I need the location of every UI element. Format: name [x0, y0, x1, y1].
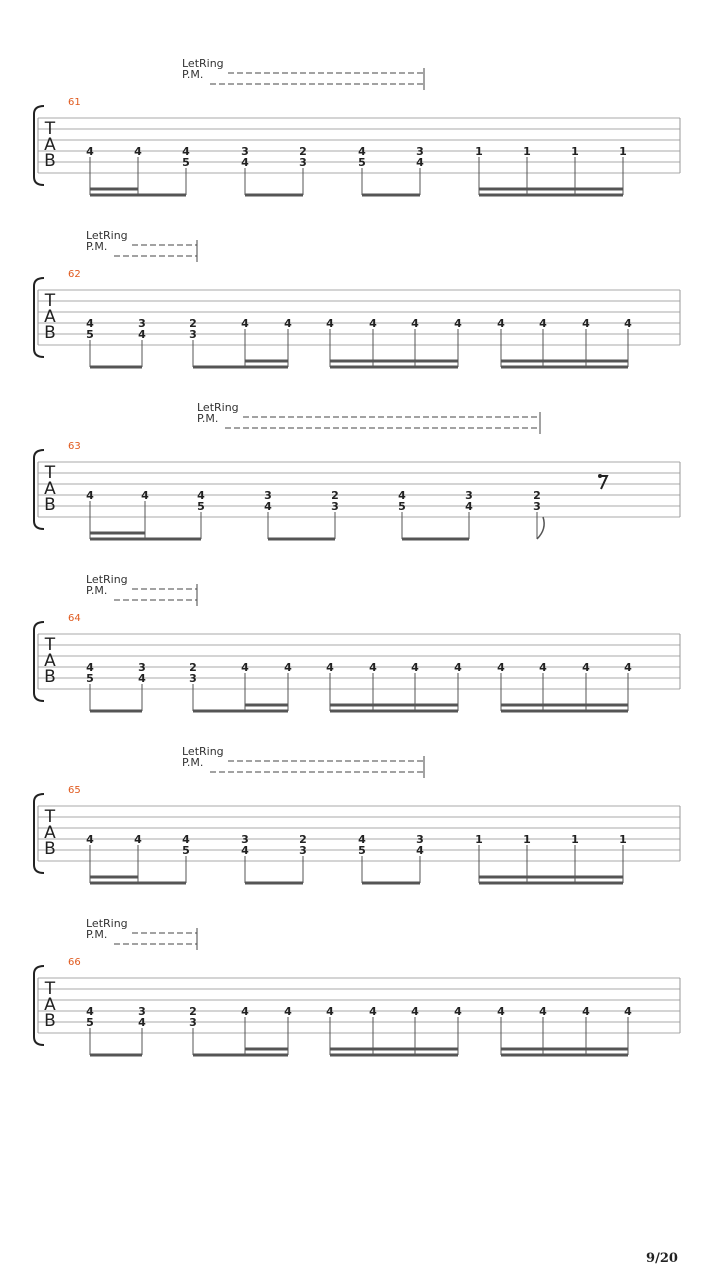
- tab-letter-a: A: [44, 479, 56, 499]
- fret-number: 4: [454, 1005, 462, 1018]
- fret-number: 4: [454, 661, 462, 674]
- fret-number: 4: [497, 1005, 505, 1018]
- fret-number: 3: [299, 844, 307, 857]
- fret-number: 4: [86, 833, 94, 846]
- let-ring-label: LetRing: [182, 745, 224, 758]
- fret-number: 3: [416, 145, 424, 158]
- fret-number: 1: [571, 833, 579, 846]
- fret-number: 4: [138, 672, 146, 685]
- eighth-rest-icon: [600, 476, 607, 489]
- fret-number: 1: [523, 833, 531, 846]
- fret-number: 4: [86, 317, 94, 330]
- let-ring-label: LetRing: [86, 229, 128, 242]
- let-ring-label: LetRing: [86, 917, 128, 930]
- fret-number: 3: [264, 489, 272, 502]
- tab-letter-b: B: [44, 839, 56, 859]
- tab-letter-t: T: [44, 979, 56, 999]
- tab-letter-a: A: [44, 651, 56, 671]
- tab-system-66: [34, 917, 680, 1055]
- fret-number: 3: [331, 500, 339, 513]
- fret-number: 4: [398, 489, 406, 502]
- fret-number: 4: [411, 1005, 419, 1018]
- tab-letter-b: B: [44, 495, 56, 515]
- notes: [86, 833, 627, 883]
- fret-number: 3: [189, 1016, 197, 1029]
- fret-number: 4: [241, 661, 249, 674]
- fret-number: 2: [299, 833, 307, 846]
- tab-system-64: [34, 573, 680, 711]
- tab-letter-t: T: [44, 119, 56, 139]
- technique-markings: [86, 229, 197, 262]
- tab-system-65: [34, 745, 680, 883]
- fret-number: 3: [138, 317, 146, 330]
- tab-letter-b: B: [44, 151, 56, 171]
- notes: [86, 317, 632, 367]
- technique-markings: [182, 745, 424, 778]
- fret-number: 1: [619, 833, 627, 846]
- fret-number: 4: [582, 661, 590, 674]
- tab-letter-t: T: [44, 635, 56, 655]
- fret-number: 4: [241, 156, 249, 169]
- fret-number: 4: [86, 145, 94, 158]
- fret-number: 4: [241, 844, 249, 857]
- fret-number: 3: [416, 833, 424, 846]
- fret-number: 4: [182, 145, 190, 158]
- palm-mute-label: P.M.: [86, 928, 108, 941]
- technique-markings: [86, 917, 197, 950]
- measure-number: 61: [68, 97, 81, 108]
- fret-number: 4: [369, 1005, 377, 1018]
- fret-number: 4: [284, 317, 292, 330]
- fret-number: 4: [497, 317, 505, 330]
- fret-number: 5: [358, 844, 366, 857]
- fret-number: 4: [197, 489, 205, 502]
- fret-number: 3: [533, 500, 541, 513]
- fret-number: 3: [241, 145, 249, 158]
- tab-system-61: [34, 57, 680, 195]
- fret-number: 2: [533, 489, 541, 502]
- fret-number: 5: [86, 672, 94, 685]
- notes: [86, 145, 627, 195]
- fret-number: 4: [539, 317, 547, 330]
- fret-number: 4: [416, 844, 424, 857]
- fret-number: 4: [497, 661, 505, 674]
- fret-number: 3: [189, 328, 197, 341]
- fret-number: 4: [369, 317, 377, 330]
- fret-number: 4: [326, 317, 334, 330]
- notes: [86, 661, 632, 711]
- tab-letter-b: B: [44, 1011, 56, 1031]
- fret-number: 4: [465, 500, 473, 513]
- fret-number: 2: [331, 489, 339, 502]
- fret-number: 4: [358, 833, 366, 846]
- tab-letter-a: A: [44, 135, 56, 155]
- fret-number: 5: [398, 500, 406, 513]
- measure-number: 64: [68, 613, 81, 624]
- tab-system-63: [34, 401, 680, 539]
- fret-number: 4: [134, 145, 142, 158]
- let-ring-label: LetRing: [197, 401, 239, 414]
- fret-number: 5: [86, 328, 94, 341]
- fret-number: 4: [411, 661, 419, 674]
- fret-number: 4: [624, 661, 632, 674]
- palm-mute-label: P.M.: [86, 240, 108, 253]
- fret-number: 1: [571, 145, 579, 158]
- fret-number: 4: [86, 1005, 94, 1018]
- fret-number: 2: [189, 661, 197, 674]
- tab-letter-a: A: [44, 307, 56, 327]
- fret-number: 5: [86, 1016, 94, 1029]
- technique-markings: [182, 57, 424, 90]
- tab-letter-t: T: [44, 807, 56, 827]
- fret-number: 4: [264, 500, 272, 513]
- measure-number: 66: [68, 957, 81, 968]
- fret-number: 3: [465, 489, 473, 502]
- fret-number: 5: [182, 156, 190, 169]
- fret-number: 4: [86, 489, 94, 502]
- let-ring-label: LetRing: [86, 573, 128, 586]
- notes: [86, 1005, 632, 1055]
- fret-number: 5: [358, 156, 366, 169]
- fret-number: 4: [416, 156, 424, 169]
- fret-number: 2: [189, 317, 197, 330]
- fret-number: 4: [138, 328, 146, 341]
- fret-number: 1: [523, 145, 531, 158]
- fret-number: 4: [411, 317, 419, 330]
- measure-number: 63: [68, 441, 81, 452]
- note-flag: [537, 517, 544, 539]
- measure-number: 65: [68, 785, 81, 796]
- page-number: 9/20: [646, 1251, 678, 1266]
- fret-number: 5: [197, 500, 205, 513]
- technique-markings: [86, 573, 197, 606]
- fret-number: 4: [86, 661, 94, 674]
- eighth-rest-dot: [598, 474, 602, 478]
- palm-mute-label: P.M.: [86, 584, 108, 597]
- fret-number: 3: [138, 661, 146, 674]
- technique-markings: [197, 401, 540, 434]
- tab-letter-a: A: [44, 995, 56, 1015]
- fret-number: 4: [141, 489, 149, 502]
- tab-letter-t: T: [44, 291, 56, 311]
- fret-number: 1: [475, 145, 483, 158]
- fret-number: 3: [241, 833, 249, 846]
- measure-number: 62: [68, 269, 81, 280]
- fret-number: 1: [619, 145, 627, 158]
- fret-number: 4: [326, 661, 334, 674]
- fret-number: 2: [189, 1005, 197, 1018]
- fret-number: 4: [454, 317, 462, 330]
- fret-number: 4: [358, 145, 366, 158]
- fret-number: 5: [182, 844, 190, 857]
- tab-letter-a: A: [44, 823, 56, 843]
- let-ring-label: LetRing: [182, 57, 224, 70]
- fret-number: 4: [539, 1005, 547, 1018]
- fret-number: 4: [284, 661, 292, 674]
- tab-letter-b: B: [44, 667, 56, 687]
- palm-mute-label: P.M.: [197, 412, 219, 425]
- tab-letter-b: B: [44, 323, 56, 343]
- fret-number: 4: [241, 317, 249, 330]
- palm-mute-label: P.M.: [182, 756, 204, 769]
- fret-number: 2: [299, 145, 307, 158]
- fret-number: 3: [299, 156, 307, 169]
- fret-number: 4: [582, 317, 590, 330]
- fret-number: 3: [138, 1005, 146, 1018]
- fret-number: 4: [624, 317, 632, 330]
- fret-number: 4: [539, 661, 547, 674]
- fret-number: 4: [182, 833, 190, 846]
- tab-system-62: [34, 229, 680, 367]
- palm-mute-label: P.M.: [182, 68, 204, 81]
- fret-number: 4: [582, 1005, 590, 1018]
- fret-number: 4: [138, 1016, 146, 1029]
- fret-number: 4: [241, 1005, 249, 1018]
- fret-number: 4: [284, 1005, 292, 1018]
- tab-letter-t: T: [44, 463, 56, 483]
- fret-number: 4: [134, 833, 142, 846]
- fret-number: 1: [475, 833, 483, 846]
- fret-number: 4: [369, 661, 377, 674]
- fret-number: 4: [624, 1005, 632, 1018]
- fret-number: 4: [326, 1005, 334, 1018]
- fret-number: 3: [189, 672, 197, 685]
